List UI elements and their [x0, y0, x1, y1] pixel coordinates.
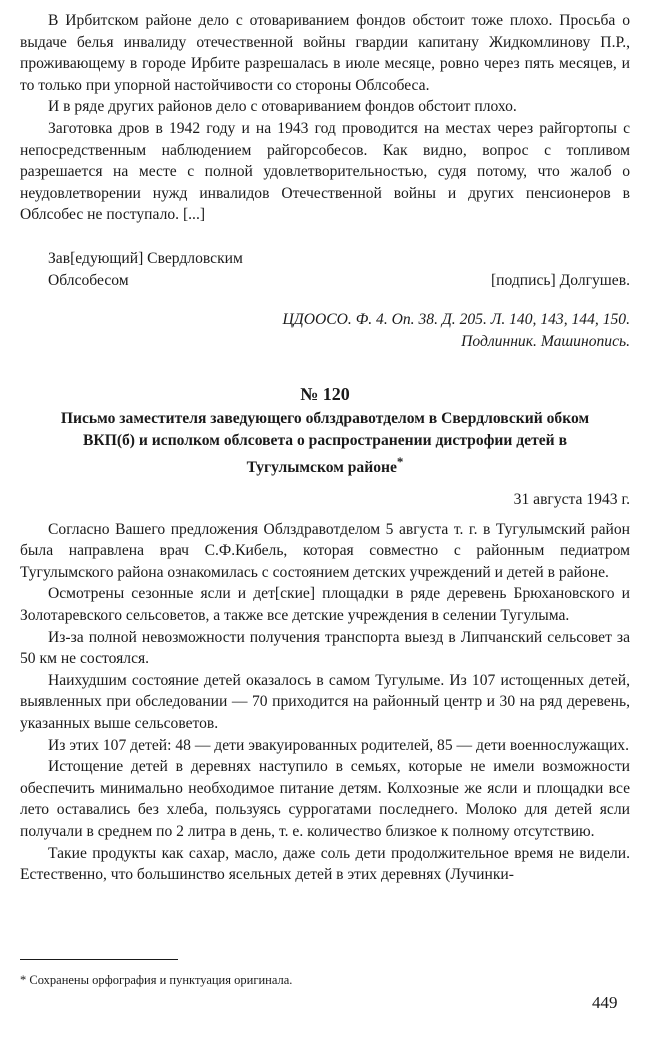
page-body — [20, 10, 630, 886]
footnote-mark: * — [20, 973, 27, 987]
body-paragraph-3: Из-за полной невозможности получения транспорта выезд в Липчанский сельсовет за 50 км не состоялся. — [20, 628, 630, 668]
body-paragraph-6: Истощение детей в деревнях наступило в семьях, которые не имели возможности обеспечить минимально необходимое питание детям. Колхозные же ясли и площадки все лето оставались без хлеба, пользуясь суррогатами последнего. Молоко для детей ясли получали в среднем по 2 литра в день, т. е. количество близкое к полному отсутствию. — [20, 758, 630, 840]
body-paragraph-1: Согласно Вашего предложения Облздравотделом 5 августа т. г. в Тугулымский район была направлена врач С.Ф.Кибель, которая совместно с районным педиатром Тугулымского района ознакомилась с состоянием детских учреждений и детей в районе. — [20, 520, 630, 581]
page-number: 449 — [592, 993, 618, 1012]
footnote-text: Сохранены орфография и пунктуация оригинала. — [29, 973, 293, 987]
document-title — [40, 408, 610, 479]
signature-position-line2: Облсобесом — [48, 271, 129, 289]
body-paragraph-2: Осмотрены сезонные ясли и дет[ские] площадки в ряде деревень Брюхановского и Золотаревского сельсоветов, а также все детские учреждения в селении Тугулыма. — [20, 585, 630, 624]
body-paragraph-4: Наихудшим состояние детей оказалось в самом Тугулыме. Из 107 истощенных детей, выявленных при обследовании — 70 приходится на районный центр и 30 на ряд деревень, указанных выше сельсоветов. — [20, 671, 630, 732]
document-number: № 120 — [300, 384, 350, 405]
document-title-footnote-mark: * — [396, 454, 404, 470]
signature-name: [подпись] Долгушев. — [490, 271, 630, 289]
footnote — [20, 972, 292, 988]
previous-paragraph-2: И в ряде других районов дело с отовариванием фондов обстоит плохо. — [48, 98, 517, 116]
body-paragraph-5: Из этих 107 детей: 48 — дети эвакуированных родителей, 85 — дети военнослужащих. — [48, 736, 630, 754]
previous-paragraph-1: В Ирбитском районе дело с отовариванием фондов обстоит тоже плохо. Просьба о выдаче белья инвалиду отечественной войны гвардии капитану Жидкомлинову П.Р., проживающему в городе Ирбите разрешалась в июле месяце, ровно через пять месяцев, и то только при упорной настойчивости со стороны Облсобеса. — [20, 12, 630, 94]
archive-source — [20, 309, 630, 352]
document-date: 31 августа 1943 г. — [513, 491, 630, 508]
document-title-text: Письмо заместителя заведующего облздравотделом в Свердловский обком ВКП(б) и исполком облсовета о распространении дистрофии детей в Тугулымском районе — [60, 410, 590, 477]
signature-row — [20, 270, 630, 292]
footnote-divider — [20, 959, 178, 960]
archive-reference: ЦДООСО. Ф. 4. Оп. 38. Д. 205. Л. 140, 143, 144, 150. — [282, 311, 630, 329]
previous-paragraph-3: Заготовка дров в 1942 году и на 1943 год проводится на местах через райгортопы с непосредственным наблюдением райгорсобесов. Как видно, вопрос с топливом разрешается на месте с полной удовлетворительностью, судя потому, что жалоб о неудовлетворении нужд инвалидов Отечественной войны и других пенсионеров в Облсобес не поступало. [...] — [20, 119, 630, 224]
archive-note: Подлинник. Машинопись. — [461, 332, 630, 350]
signature-position-line1: Зав[едующий] Свердловским — [48, 249, 243, 267]
body-paragraph-7: Такие продукты как сахар, масло, даже соль дети продолжительное время не видели. Естественно, что большинство ясельных детей в этих деревнях (Лучинки- — [20, 844, 630, 884]
